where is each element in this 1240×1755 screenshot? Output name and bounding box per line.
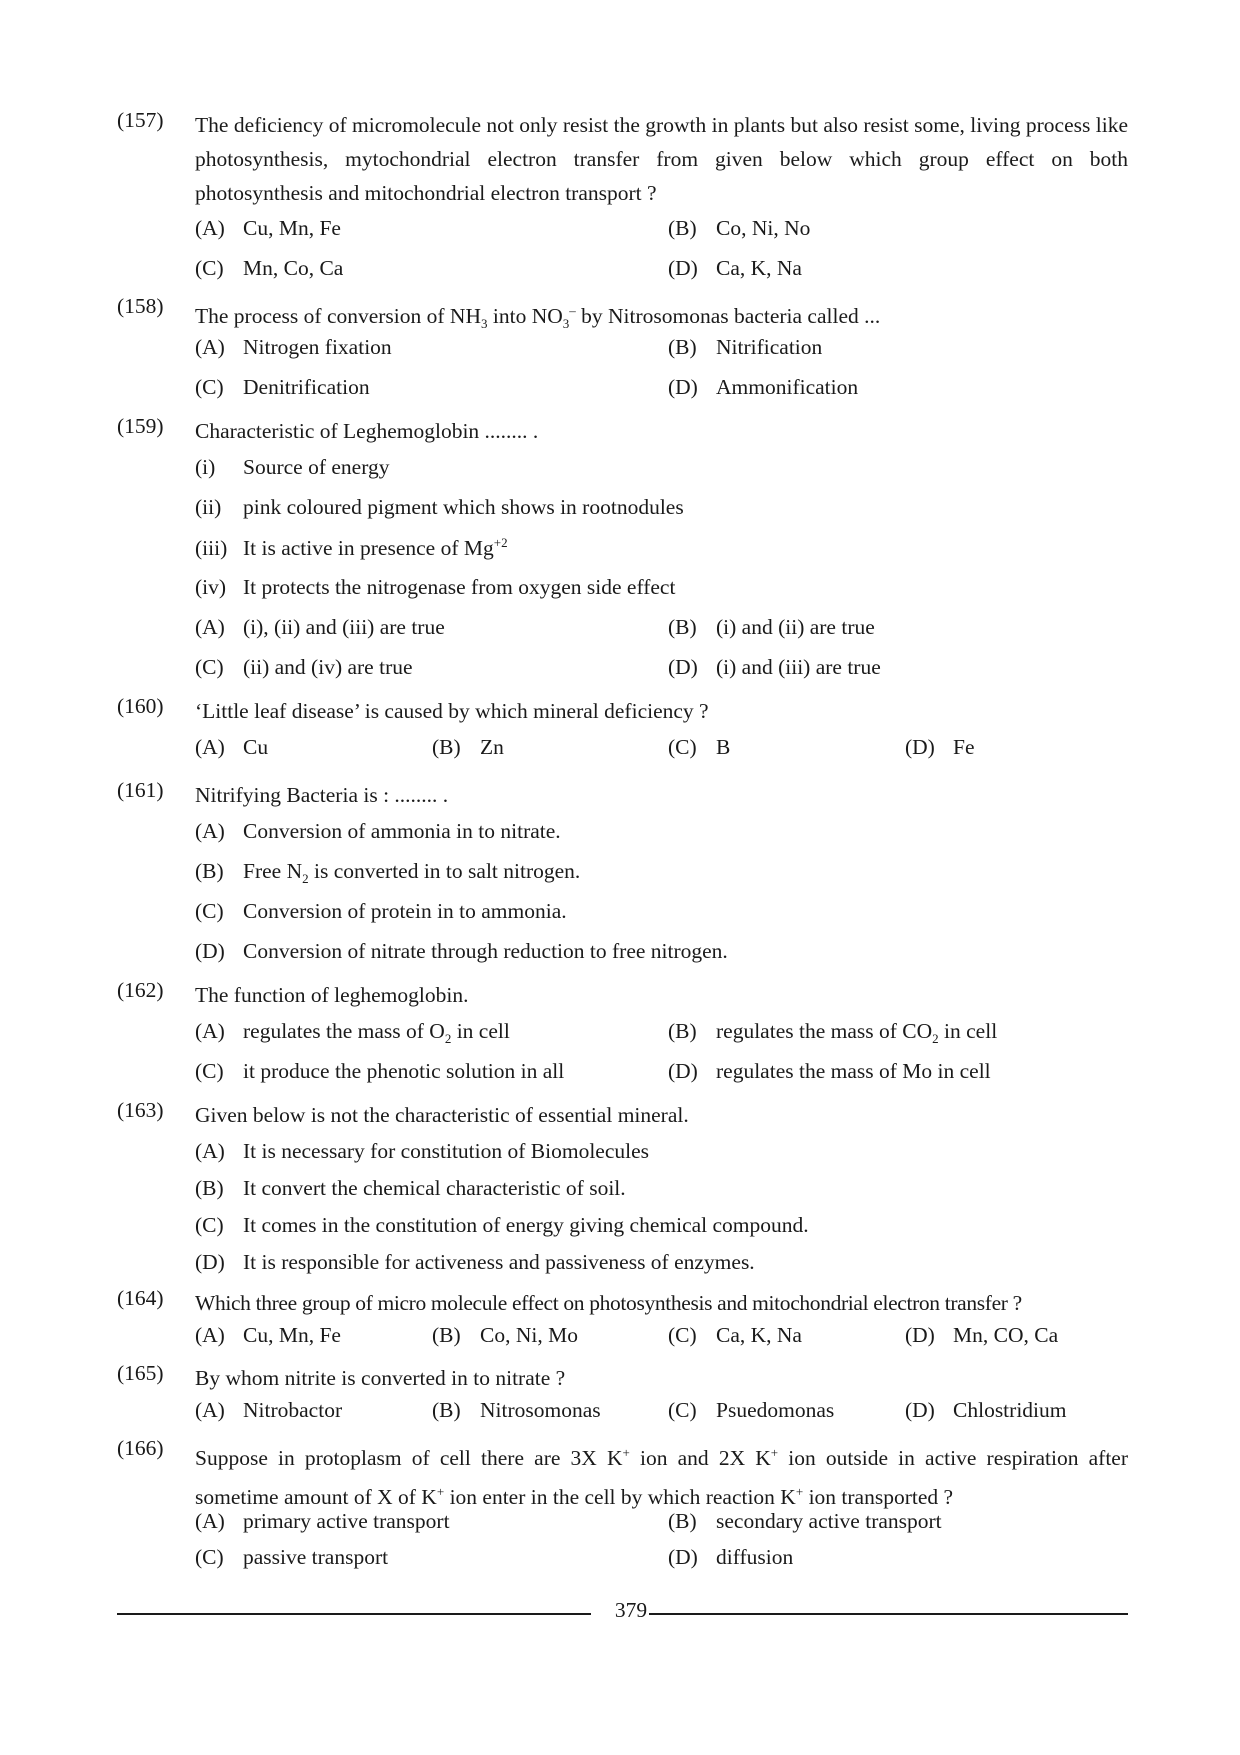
option-a[interactable]: (A) Cu xyxy=(195,735,269,759)
option-c[interactable]: (C) Conversion of protein in to ammonia. xyxy=(195,899,567,923)
question-text: Nitrifying Bacteria is : ........ . xyxy=(195,783,449,807)
option-d[interactable]: (D) diffusion xyxy=(668,1545,794,1569)
option-c[interactable]: (C) Ca, K, Na xyxy=(668,1323,802,1347)
question-157 xyxy=(117,108,1128,210)
options-row xyxy=(195,655,1125,685)
question-161 xyxy=(117,778,1128,812)
question-166 xyxy=(117,1436,1128,1514)
question-text: The process of conversion of $NH_3$ into $NO_3^-$ by Nitrosomonas bacteria called ... xyxy=(195,303,881,331)
option-d[interactable]: (D) (i) and (iii) are true xyxy=(668,655,881,679)
option-b[interactable]: (B) Zn xyxy=(432,735,504,759)
question-number: (159) xyxy=(117,414,164,438)
options-row xyxy=(195,1019,1125,1049)
statement-iv: (iv) It protects the nitrogenase from oxygen side effect xyxy=(195,575,676,599)
option-b[interactable]: (B) It convert the chemical characteristic of soil. xyxy=(195,1176,626,1200)
options-row xyxy=(195,335,1125,365)
options-row xyxy=(195,1545,1125,1575)
question-number: (165) xyxy=(117,1361,164,1385)
statement-iii: (iii) It is active in presence of $Mg^{+2}$ xyxy=(195,535,508,560)
question-text: Characteristic of Leghemoglobin ........ . xyxy=(195,419,539,443)
option-d[interactable]: (D) It is responsible for activeness and passiveness of enzymes. xyxy=(195,1250,755,1274)
option-c[interactable]: (C) (ii) and (iv) are true xyxy=(195,655,413,679)
option-b[interactable]: (B) (i) and (ii) are true xyxy=(668,615,875,639)
footer-rule-left xyxy=(117,1613,591,1615)
option-c[interactable]: (C) Denitrification xyxy=(195,375,370,399)
option-c[interactable]: (C) Psuedomonas xyxy=(668,1398,835,1422)
options-row xyxy=(195,256,1125,286)
question-text: ‘Little leaf disease’ is caused by which mineral deficiency ? xyxy=(195,699,709,723)
question-159 xyxy=(117,414,1128,448)
option-c[interactable]: (C) It comes in the constitution of energy giving chemical compound. xyxy=(195,1213,809,1237)
option-d[interactable]: (D) Conversion of nitrate through reduction to free nitrogen. xyxy=(195,939,728,963)
option-d[interactable]: (D) Chlostridium xyxy=(905,1398,1067,1422)
page-number: 379 xyxy=(614,1598,648,1622)
options-row xyxy=(195,1509,1125,1539)
question-number: (158) xyxy=(117,294,164,318)
option-b[interactable]: (B) Co, Ni, No xyxy=(668,216,811,240)
option-b[interactable]: (B) Co, Ni, Mo xyxy=(432,1323,578,1347)
footer-rule-right xyxy=(649,1613,1128,1615)
options-row xyxy=(195,375,1125,405)
question-164 xyxy=(117,1286,1128,1320)
option-a[interactable]: (A) regulates the mass of $O_2$ in cell xyxy=(195,1019,510,1046)
question-162 xyxy=(117,978,1128,1012)
question-text: Suppose in protoplasm of cell there are 3X K+ ion and 2X K+ ion outside in active respiration after sometime amount of X of K+ ion enter in the cell by which reaction K+ ion transported ? xyxy=(195,1445,1129,1509)
question-number: (160) xyxy=(117,694,164,718)
option-a[interactable]: (A) Cu, Mn, Fe xyxy=(195,216,341,240)
question-number: (157) xyxy=(117,108,164,132)
question-160 xyxy=(117,694,1128,728)
question-number: (161) xyxy=(117,778,164,802)
option-d[interactable]: (D) Ca, K, Na xyxy=(668,256,802,280)
question-text: Which three group of micro molecule effect on photosynthesis and mitochondrial electron transfer ? xyxy=(195,1291,1022,1315)
option-d[interactable]: (D) Fe xyxy=(905,735,975,759)
option-b[interactable]: (B) Nitrosomonas xyxy=(432,1398,601,1422)
option-c[interactable]: (C) B xyxy=(668,735,731,759)
options-row xyxy=(195,615,1125,645)
question-number: (162) xyxy=(117,978,164,1002)
option-b[interactable]: (B) regulates the mass of $CO_2$ in cell xyxy=(668,1019,998,1046)
statement-i: (i) Source of energy xyxy=(195,455,390,479)
options-row xyxy=(195,1059,1125,1089)
question-number: (166) xyxy=(117,1436,164,1460)
option-a[interactable]: (A) primary active transport xyxy=(195,1509,450,1533)
option-b[interactable]: (B) Free $N_2$ is converted in to salt nitrogen. xyxy=(195,859,581,886)
option-d[interactable]: (D) regulates the mass of Mo in cell xyxy=(668,1059,991,1083)
option-a[interactable]: (A) (i), (ii) and (iii) are true xyxy=(195,615,445,639)
question-text: The function of leghemoglobin. xyxy=(195,983,469,1007)
question-158 xyxy=(117,294,1128,341)
options-row xyxy=(195,1323,1125,1353)
option-a[interactable]: (A) Nitrogen fixation xyxy=(195,335,392,359)
option-a[interactable]: (A) Conversion of ammonia in to nitrate. xyxy=(195,819,561,843)
question-text: By whom nitrite is converted in to nitrate ? xyxy=(195,1366,566,1390)
question-number: (163) xyxy=(117,1098,164,1122)
options-row xyxy=(195,216,1125,246)
option-b[interactable]: (B) secondary active transport xyxy=(668,1509,942,1533)
options-row xyxy=(195,1398,1125,1428)
option-a[interactable]: (A) It is necessary for constitution of Biomolecules xyxy=(195,1139,650,1163)
page-footer xyxy=(117,1598,1128,1628)
option-d[interactable]: (D) Ammonification xyxy=(668,375,859,399)
option-c[interactable]: (C) passive transport xyxy=(195,1545,389,1569)
option-d[interactable]: (D) Mn, CO, Ca xyxy=(905,1323,1059,1347)
question-163 xyxy=(117,1098,1128,1132)
option-a[interactable]: (A) Nitrobactor xyxy=(195,1398,343,1422)
statement-ii: (ii) pink coloured pigment which shows in rootnodules xyxy=(195,495,684,519)
options-row xyxy=(195,735,1125,765)
option-c[interactable]: (C) it produce the phenotic solution in all xyxy=(195,1059,565,1083)
question-text: The deficiency of micromolecule not only resist the growth in plants but also resist some, living process like photosynthesis, mytochondrial electron transfer from given below which group effect on both photosynthesis and mitochondrial electron transport ? xyxy=(195,113,1128,205)
question-165 xyxy=(117,1361,1128,1395)
option-c[interactable]: (C) Mn, Co, Ca xyxy=(195,256,344,280)
option-b[interactable]: (B) Nitrification xyxy=(668,335,823,359)
question-number: (164) xyxy=(117,1286,164,1310)
option-a[interactable]: (A) Cu, Mn, Fe xyxy=(195,1323,341,1347)
question-text: Given below is not the characteristic of essential mineral. xyxy=(195,1103,689,1127)
